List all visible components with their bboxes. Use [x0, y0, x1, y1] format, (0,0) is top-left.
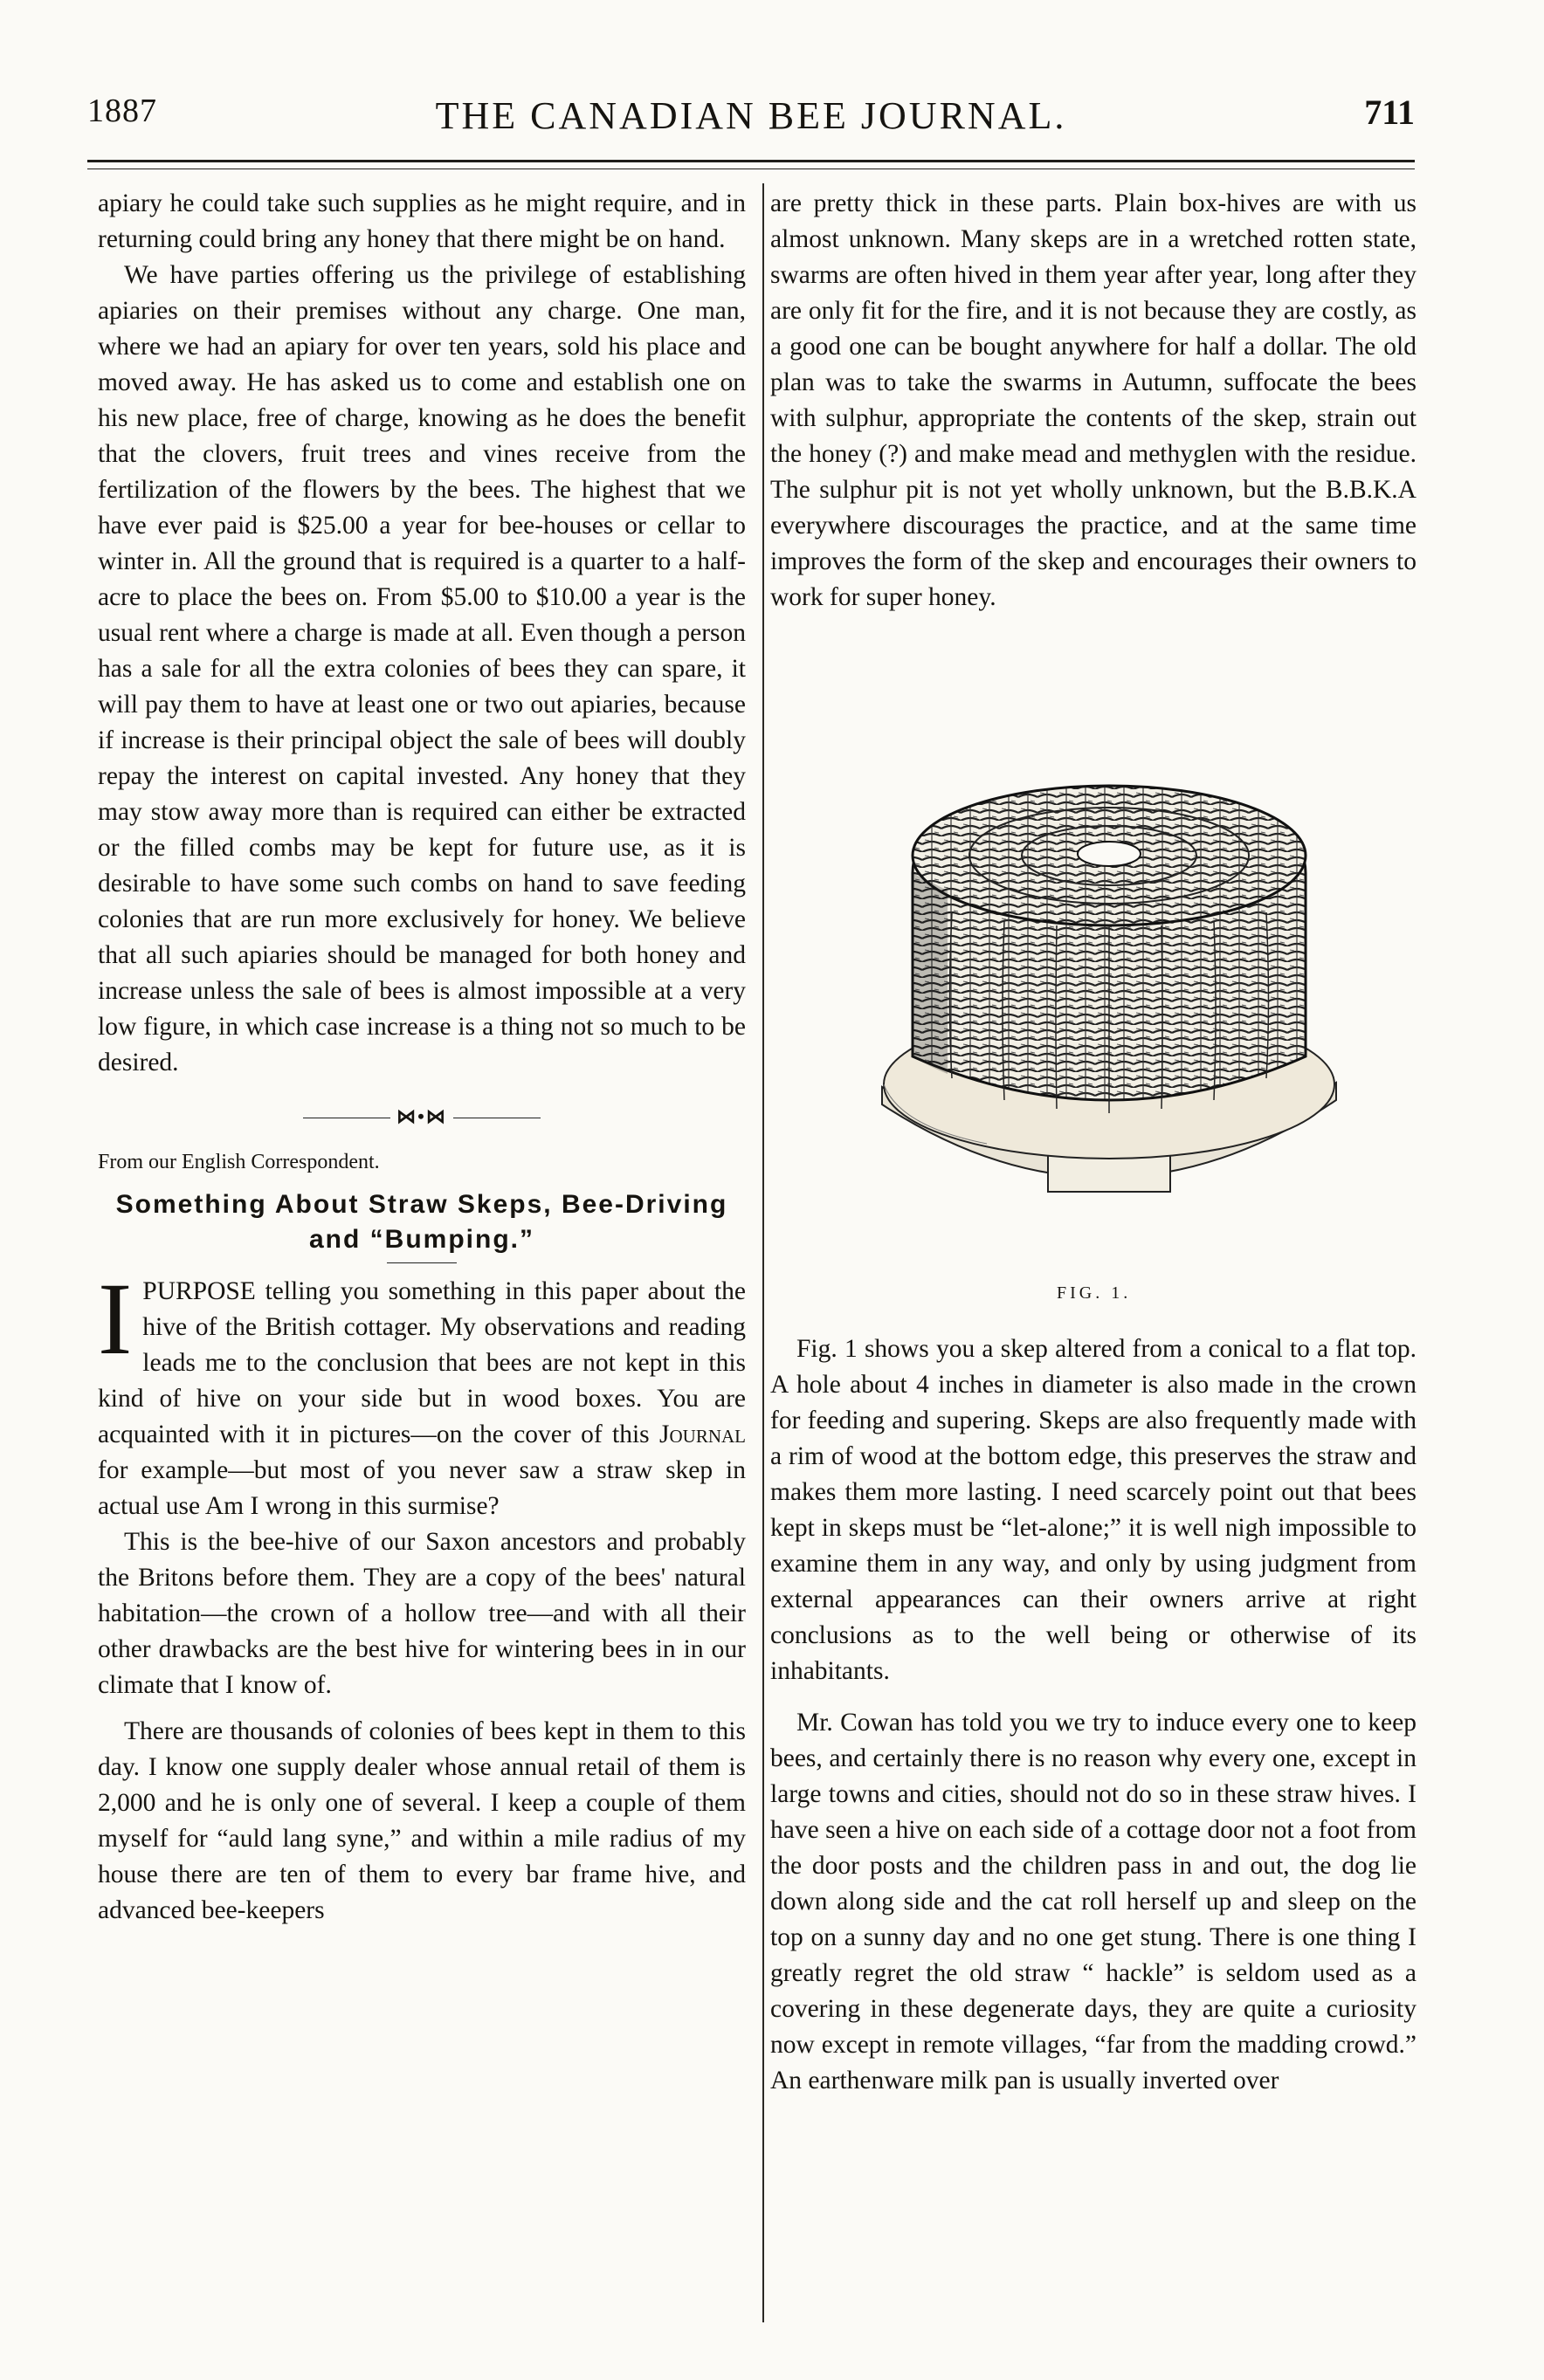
- column-divider: [762, 183, 764, 2322]
- left-column: [98, 186, 746, 1929]
- right-column-top: [770, 186, 1416, 616]
- dateline: From our English Correspondent.: [98, 1151, 380, 1173]
- paragraph: We have parties offering us the privilege of establishing apiaries on their premises without any charge. One man, where we had an apiary for over ten years, sold his place and moved away. He has asked us to come and establish one on his new place, free of charge, knowing as he does the benefit that the clovers, fruit trees and vines receive from the fertilization of the flowers by the bees. The highest that we have ever paid is $25.00 a year for bee-houses or cellar to winter in. All the ground that is required is a quarter to a half-acre to place the bees on. From $5.00 to $10.00 a year is the usual rent where a charge is made at all. Even though a person has a sale for all the extra colonies of bees they can spare, it will pay them to have at least one or two out apiaries, because if increase is their principal object the sale of bees will doubly repay the interest on capital invested. Any honey that they may stow away more than is required can either be extracted or the filled combs may be kept for future use, as it is desirable to have some such combs on hand to save feeding colonies that are run more exclusively for honey. We believe that all such apiaries should be managed for both honey and increase unless the sale of bees is almost impossible at a very low figure, in which case increase is a thing not so much to be desired.: [98, 261, 746, 1077]
- right-column-bottom: [770, 1331, 1416, 2099]
- header-year: 1887: [87, 93, 157, 129]
- section-ornament: ⋈•⋈: [98, 1098, 746, 1134]
- article-opening: [98, 1262, 746, 1524]
- heading-rule: [387, 1262, 457, 1263]
- header-rule: [87, 160, 1415, 162]
- page-header: [87, 92, 1415, 153]
- page-number: 711: [1364, 93, 1415, 132]
- drop-cap: I: [98, 1262, 133, 1376]
- paragraph: There are thousands of colonies of bees kept in them to this day. I know one supply dealer whose annual retail of them is 2,000 and he is only one of several. I keep a couple of them myself for “auld lang syne,” and within a mile radius of my house there are ten of them to every bar frame hive, and advanced bee-keepers: [98, 1717, 746, 1924]
- paragraph: Fig. 1 shows you a skep altered from a conical to a flat top. A hole about 4 inches in diameter is also made in the crown for feeding and supering. Skeps are also frequently made with a rim of wood at the bottom edge, this preserves the straw and makes them more lasting. I need scarcely point out that bees kept in skeps must be “let-alone;” it is well nigh impossible to examine them in any way, and only by using judgment from external appearances can their owners arrive at right conclusions as to the well being or otherwise of its inhabitants.: [770, 1335, 1416, 1685]
- figure-caption: FIG. 1.: [1057, 1283, 1132, 1303]
- straw-skep-illustration: [865, 742, 1354, 1196]
- paragraph: apiary he could take such supplies as he might require, and in returning could bring any honey that there might be on hand.: [98, 189, 746, 253]
- article-heading: Something About Straw Skeps, Bee-Driving and “Bumping.”: [115, 1190, 728, 1254]
- paragraph: This is the bee-hive of our Saxon ancestors and probably the Britons before them. They are a copy of the bees' natural habitation—the crown of a hollow tree—and with all their other drawbacks are the best hive for wintering bees in in our climate that I know of.: [98, 1528, 746, 1699]
- paragraph: are pretty thick in these parts. Plain box-hives are with us almost unknown. Many skeps are in a wretched rotten state, swarms are often hived in them year after year, long after they are only fit for the fire, and it is not because they are costly, as a good one can be bought anywhere for half a dollar. The old plan was to take the swarms in Autumn, suffocate the bees with sulphur, appropriate the contents of the skep, strain out the honey (?) and make mead and methyglen with the residue. The sulphur pit is not yet wholly unknown, but the B.B.K.A everywhere discourages the practice, and at the same time improves the form of the skep and encourages their owners to work for super honey.: [770, 189, 1416, 611]
- paragraph: Mr. Cowan has told you we try to induce every one to keep bees, and certainly there is no reason why every one, except in large towns and cities, should not do so in these straw hives. I have seen a hive on each side of a cottage door not a foot from the door posts and the children pass in and out, the dog lie down along side and the cat roll herself up and sleep on the top on a sunny day and no one get stung. There is one thing I greatly regret the old straw “ hackle” is seldom used as a covering in these degenerate days, they are quite a curiosity now except in remote villages, “far from the madding crowd.” An earthenware milk pan is usually inverted over: [770, 1709, 1416, 2095]
- paragraph: PURPOSE telling you something in this paper about the hive of the British cottager. My observations and reading leads me to the conclusion that bees are not kept in this kind of hive on your side but in wood boxes. You are acquainted with it in pictures—on the cover of this Journal for example—but most of you never saw a straw skep in actual use Am I wrong in this surmise?: [98, 1277, 746, 1520]
- journal-title: THE CANADIAN BEE JOURNAL.: [435, 94, 1067, 137]
